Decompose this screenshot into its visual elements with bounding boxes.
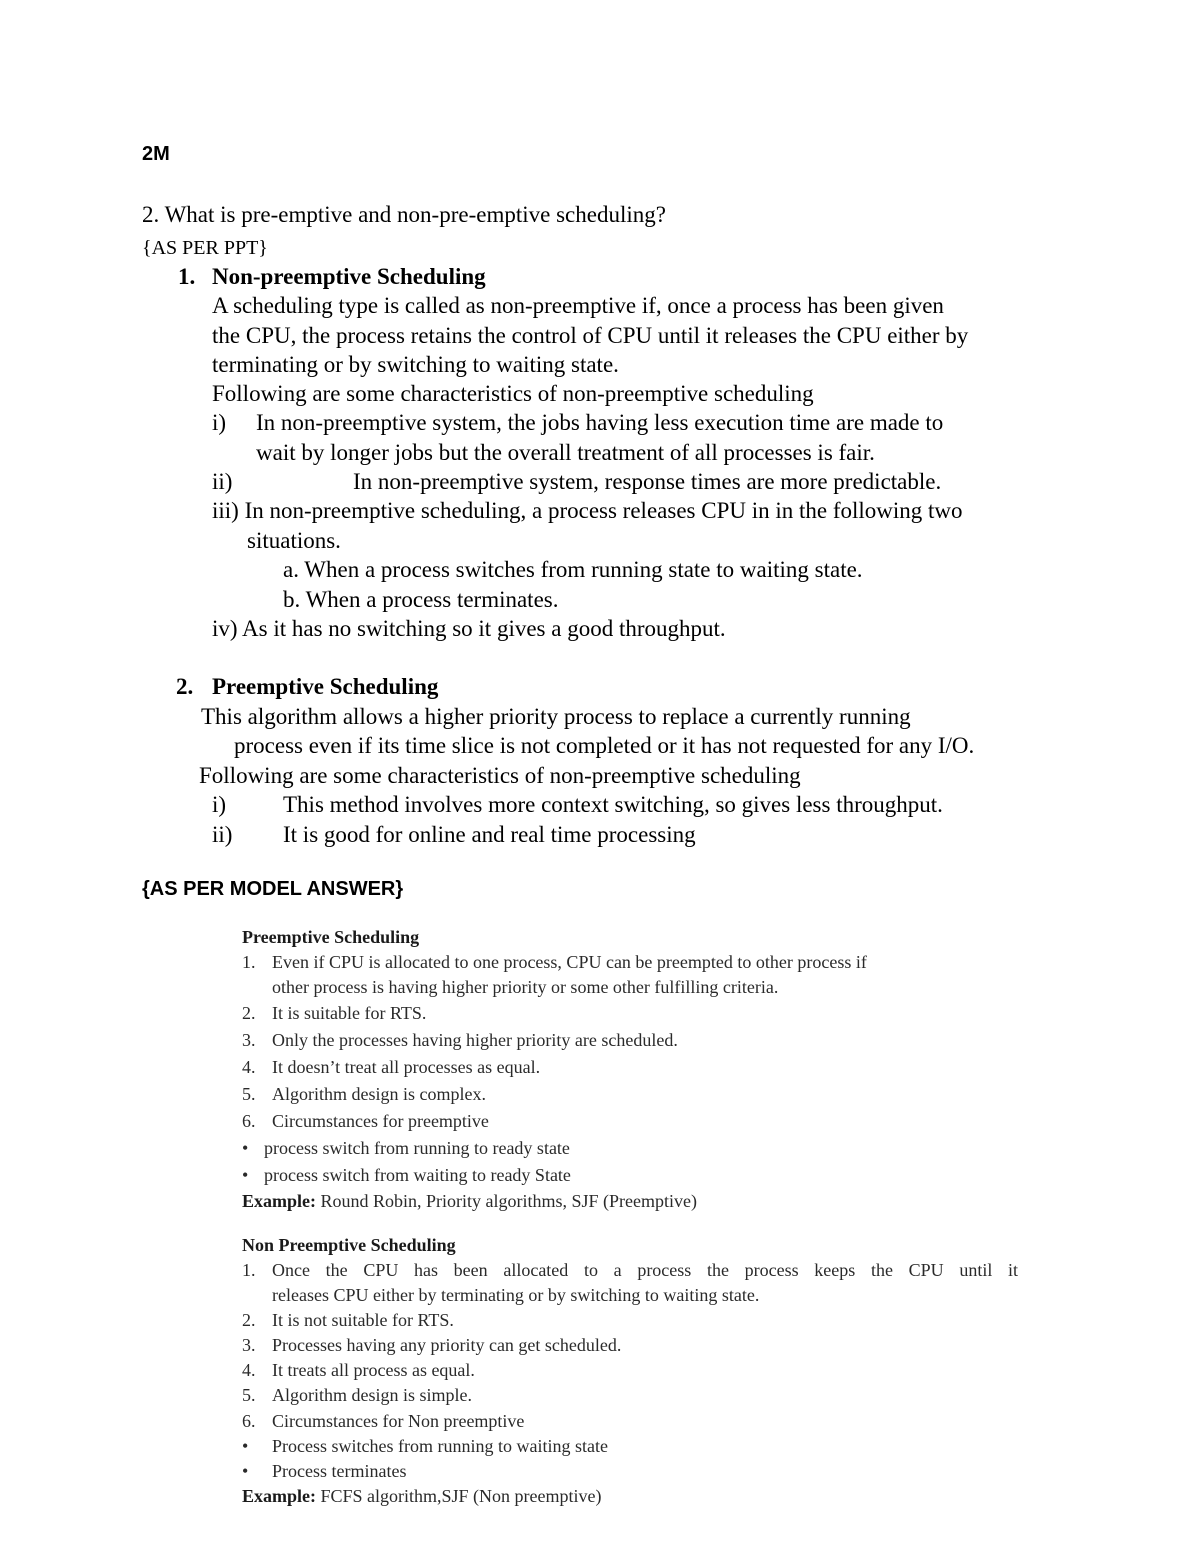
model-non-item: 3. Processes having any priority can get scheduled. [242,1335,622,1355]
bullet-icon: • [242,1461,249,1481]
ppt-s1-c3-line: iii) In non-preemptive scheduling, a process releases CPU in in the following two [212,498,963,523]
model-pre-item: 3. Only the processes having higher priority are scheduled. [242,1030,678,1050]
bullet-icon: • [242,1138,249,1158]
model-pre-item: 2. It is suitable for RTS. [242,1003,427,1023]
model-pre-title: Preemptive Scheduling [242,927,420,947]
model-non-item: 1. Once the CPU has been allocated to a process the process keeps the CPU until it [242,1260,1018,1280]
ppt-s2-c2: It is good for online and real time processing [283,822,696,847]
marks-label: 2M [142,143,170,165]
model-non-bullet: • Process switches from running to waiting state [242,1434,1018,1459]
ppt-s2-para-line: This algorithm allows a higher priority process to replace a currently running [201,704,911,729]
ppt-s1-c3-line: situations. [247,528,341,553]
ppt-s1-para-line: A scheduling type is called as non-preemptive if, once a process has been given [212,293,944,318]
ppt-s1-c1-marker: i) [212,410,227,435]
ppt-s2-number: 2. [176,674,194,699]
ppt-s2-c1-marker: i) [212,792,227,817]
model-non-item: 4. It treats all process as equal. [242,1360,475,1380]
ppt-s1-c2-marker: ii) [212,469,233,494]
bullet-icon: • [242,1436,249,1456]
bullet-icon: • [242,1165,249,1185]
model-non-item: 5. Algorithm design is simple. [242,1385,472,1405]
model-non-example: Example: FCFS algorithm,SJF (Non preemptive) [242,1486,602,1506]
ppt-s2-c2-marker: ii) [212,822,233,847]
source-model-label: {AS PER MODEL ANSWER} [142,878,404,900]
model-non-bullet: • Process terminates [242,1459,1018,1484]
model-preemptive-block [242,924,867,1214]
model-pre-bullet: • process switch from waiting to ready State [242,1162,867,1188]
source-ppt-label: {AS PER PPT} [142,237,268,259]
model-pre-item: 1. Even if CPU is allocated to one process, CPU can be preempted to other process if [242,952,867,972]
model-pre-item: 6. Circumstances for preemptive [242,1111,489,1131]
model-pre-item-cont: other process is having higher priority or some other fulfilling criteria. [272,977,779,997]
model-non-item: 2. It is not suitable for RTS. [242,1310,454,1330]
model-pre-example: Example: Round Robin, Priority algorithms, SJF (Preemptive) [242,1191,697,1211]
ppt-s1-c3b: b. When a process terminates. [283,587,559,612]
ppt-s1-c2: In non-preemptive system, response times are more predictable. [353,469,942,494]
model-non-title: Non Preemptive Scheduling [242,1235,456,1255]
ppt-s1-intro: Following are some characteristics of non-preemptive scheduling [212,381,814,406]
ppt-s1-c3a: a. When a process switches from running state to waiting state. [283,557,863,582]
ppt-s2-intro: Following are some characteristics of non-preemptive scheduling [199,763,801,788]
ppt-s1-para-line: the CPU, the process retains the control of CPU until it releases the CPU either by [212,323,969,348]
ppt-s1-c4: iv) As it has no switching so it gives a good throughput. [212,616,726,641]
ppt-s1-number: 1. [178,264,196,289]
ppt-s1-para-line: terminating or by switching to waiting state. [212,352,619,377]
ppt-s2-title: Preemptive Scheduling [212,674,439,699]
ppt-s1-c1-line: wait by longer jobs but the overall treatment of all processes is fair. [256,440,875,465]
ppt-s2-c1: This method involves more context switching, so gives less throughput. [283,792,943,817]
ppt-s1-title: Non-preemptive Scheduling [212,264,486,289]
model-non-preemptive-block [242,1232,1018,1509]
model-non-item-cont: releases CPU either by terminating or by switching to waiting state. [272,1285,760,1305]
model-pre-item: 4. It doesn’t treat all processes as equal. [242,1057,541,1077]
model-pre-bullet: • process switch from running to ready state [242,1135,867,1162]
question-text: 2. What is pre-emptive and non-pre-emptive scheduling? [142,202,666,227]
ppt-s2-para-line: process even if its time slice is not completed or it has not requested for any I/O. [234,733,975,758]
model-pre-item: 5. Algorithm design is complex. [242,1084,486,1104]
ppt-s1-c1-line: In non-preemptive system, the jobs having less execution time are made to [256,410,944,435]
model-non-item: 6. Circumstances for Non preemptive [242,1411,525,1431]
